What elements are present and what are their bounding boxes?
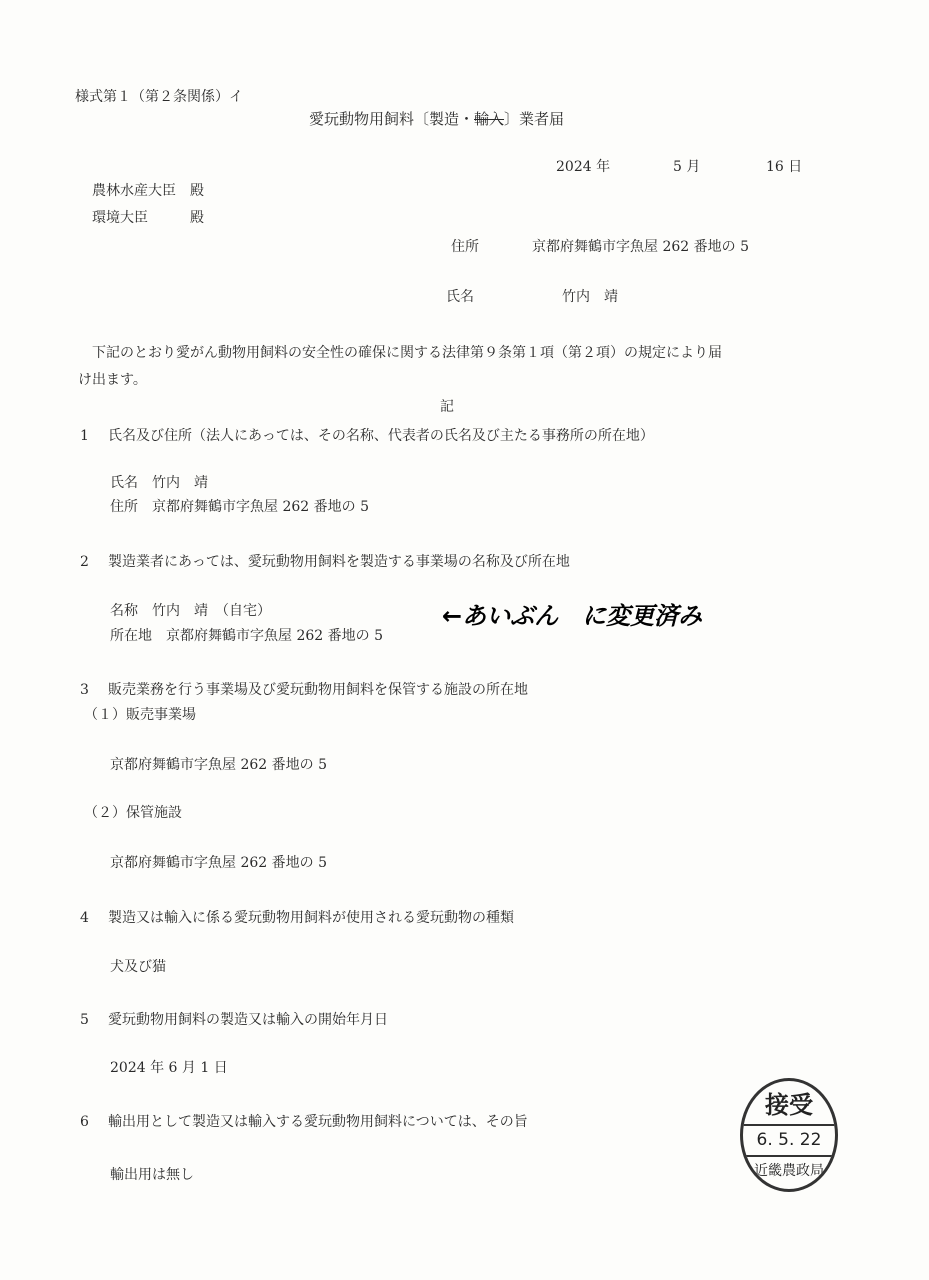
applicant-name-label: 氏名 xyxy=(446,289,474,305)
body-line-2: け出ます。 xyxy=(78,372,147,388)
item-4-heading: 製造又は輸入に係る愛玩動物用飼料が使用される愛玩動物の種類 xyxy=(108,910,514,926)
item-2-address: 所在地 京都府舞鶴市字魚屋 262 番地の 5 xyxy=(110,628,383,644)
item-5-heading: 愛玩動物用飼料の製造又は輸入の開始年月日 xyxy=(108,1012,388,1028)
item-1-address: 住所 京都府舞鶴市字魚屋 262 番地の 5 xyxy=(110,499,369,515)
addressee-env: 環境大臣 殿 xyxy=(92,210,204,226)
item-3-sub2-value: 京都府舞鶴市字魚屋 262 番地の 5 xyxy=(110,855,327,871)
applicant-address: 京都府舞鶴市字魚屋 262 番地の 5 xyxy=(532,239,749,255)
item-3-sub2-label: （２）保管施設 xyxy=(84,805,182,821)
receipt-stamp xyxy=(740,1078,838,1192)
body-line-1: 下記のとおり愛がん動物用飼料の安全性の確保に関する法律第９条第１項（第２項）の規定により届 xyxy=(92,345,722,361)
item-1-name: 氏名 竹内 靖 xyxy=(110,475,208,491)
stamp-office: 近畿農政局 xyxy=(754,1163,824,1179)
applicant-address-label: 住所 xyxy=(451,239,479,255)
addressee-maff: 農林水産大臣 殿 xyxy=(92,183,204,199)
item-6-heading: 輸出用として製造又は輸入する愛玩動物用飼料については、その旨 xyxy=(108,1114,528,1130)
item-2-name: 名称 竹内 靖 （自宅） xyxy=(110,603,271,619)
item-6-value: 輸出用は無し xyxy=(110,1167,194,1183)
ki-heading: 記 xyxy=(440,399,454,415)
title-struck-word: 輸入 xyxy=(474,110,505,128)
form-label: 様式第１（第２条関係）イ xyxy=(75,89,243,105)
stamp-divider-bottom xyxy=(743,1155,835,1157)
item-3-sub1-value: 京都府舞鶴市字魚屋 262 番地の 5 xyxy=(110,757,327,773)
title-prefix: 愛玩動物用飼料〔製造・ xyxy=(309,110,475,128)
document-title xyxy=(309,112,564,127)
stamp-received-text: 接受 xyxy=(765,1090,813,1119)
item-2-heading: 製造業者にあっては、愛玩動物用飼料を製造する事業場の名称及び所在地 xyxy=(108,554,570,570)
date-month: 5 月 xyxy=(673,159,701,175)
item-6-number: 6 xyxy=(80,1114,89,1130)
item-4-value: 犬及び猫 xyxy=(110,959,166,975)
item-4-number: 4 xyxy=(80,910,89,926)
applicant-name: 竹内 靖 xyxy=(562,289,618,305)
date-year: 2024 年 xyxy=(556,159,611,175)
item-1-number: 1 xyxy=(80,428,89,444)
title-suffix: 〕業者届 xyxy=(504,110,565,128)
item-1-heading: 氏名及び住所（法人にあっては、その名称、代表者の氏名及び主たる事務所の所在地） xyxy=(108,428,654,444)
item-3-sub1-label: （１）販売事業場 xyxy=(84,707,196,723)
item-3-heading: 販売業務を行う事業場及び愛玩動物用飼料を保管する施設の所在地 xyxy=(108,682,528,698)
stamp-divider-top xyxy=(743,1124,835,1126)
item-3-number: 3 xyxy=(80,682,89,698)
handwritten-note: ←あいぶん に変更済み xyxy=(442,602,703,630)
item-5-value: 2024 年 6 月 1 日 xyxy=(110,1060,228,1076)
stamp-date: 6. 5. 22 xyxy=(756,1130,822,1150)
item-5-number: 5 xyxy=(80,1012,89,1028)
item-2-number: 2 xyxy=(80,554,89,570)
date-day: 16 日 xyxy=(766,159,803,175)
